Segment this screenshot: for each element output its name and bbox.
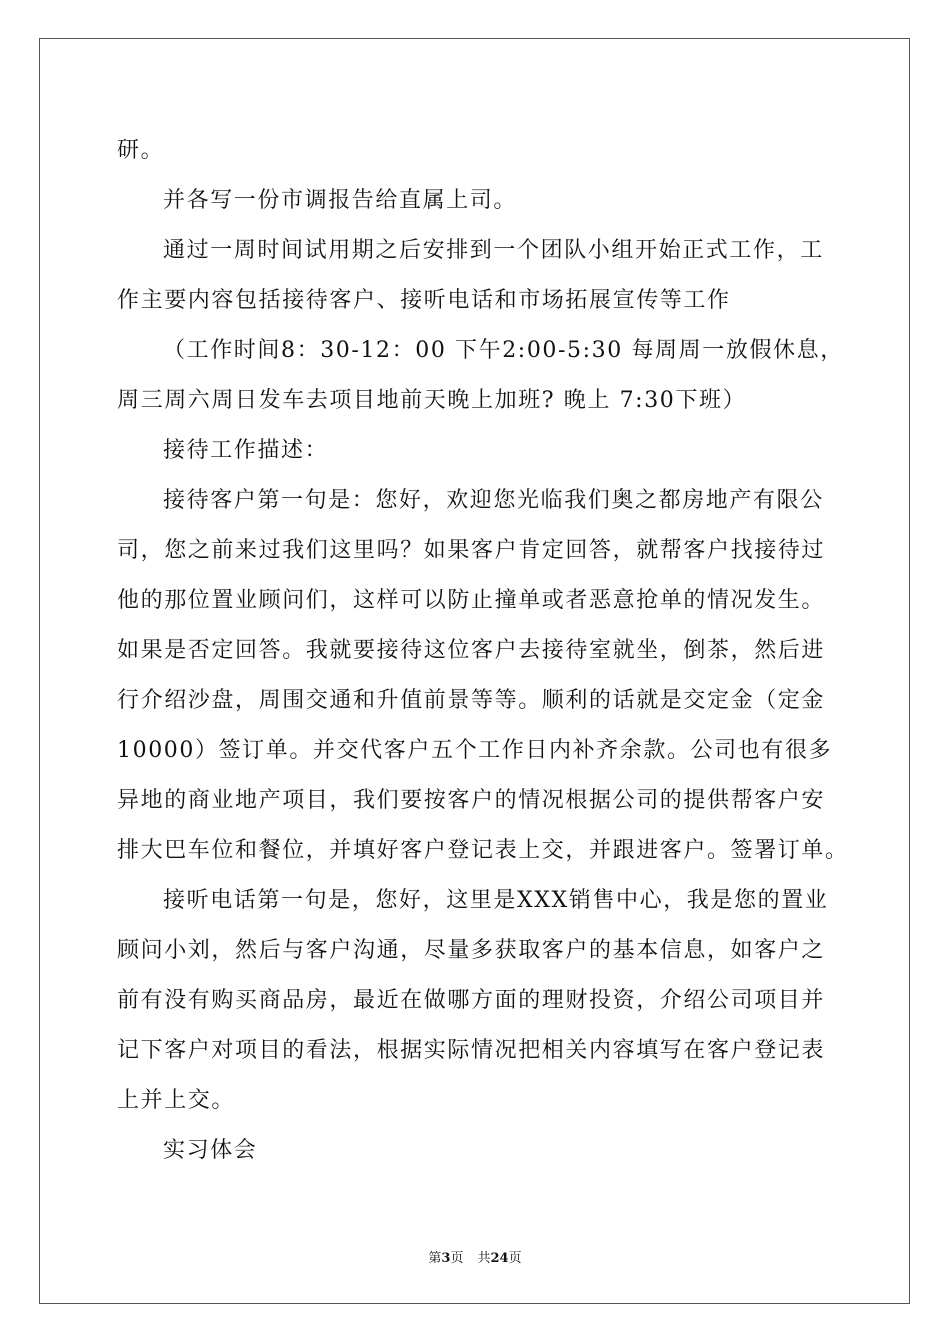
text-line: （工作时间8：30-12：00 下午2:00-5:30 每周周一放假休息， xyxy=(163,338,844,363)
text-line: 前有没有购买商品房，最近在做哪方面的理财投资，介绍公司项目并 xyxy=(117,988,826,1013)
text-line: 顾问小刘，然后与客户沟通，尽量多获取客户的基本信息，如客户之 xyxy=(117,938,826,963)
text-line: 接听电话第一句是，您好，这里是XXX销售中心，我是您的置业 xyxy=(163,888,829,913)
text-line: 10000）签订单。并交代客户五个工作日内补齐余款。公司也有很多 xyxy=(117,738,833,763)
page-prefix: 第 xyxy=(428,1251,442,1266)
text-line: 通过一周时间试用期之后安排到一个团队小组开始正式工作，工 xyxy=(163,238,824,263)
text-line: 行介绍沙盘，周围交通和升值前景等等。顺利的话就是交定金（定金 xyxy=(117,688,826,713)
text-line: 实习体会 xyxy=(163,1138,258,1163)
text-line: 研。 xyxy=(117,138,165,163)
total-unit: 页 xyxy=(508,1251,522,1266)
text-line: 记下客户对项目的看法，根据实际情况把相关内容填写在客户登记表 xyxy=(117,1038,826,1063)
text-line: 他的那位置业顾问们，这样可以防止撞单或者恶意抢单的情况发生。 xyxy=(117,588,826,613)
page-footer xyxy=(0,1250,950,1268)
text-line: 上并上交。 xyxy=(117,1088,236,1113)
text-line: 司，您之前来过我们这里吗？如果客户肯定回答，就帮客户找接待过 xyxy=(117,538,826,563)
text-line: 作主要内容包括接待客户、接听电话和市场拓展宣传等工作 xyxy=(117,288,731,313)
text-line: 异地的商业地产项目，我们要按客户的情况根据公司的提供帮客户安 xyxy=(117,788,826,813)
page-unit: 页 xyxy=(450,1251,464,1266)
text-line: 接待客户第一句是：您好，欢迎您光临我们奥之都房地产有限公 xyxy=(163,488,824,513)
total-prefix: 共 xyxy=(477,1251,491,1266)
current-page-number: 3 xyxy=(441,1251,451,1266)
text-line: 接待工作描述： xyxy=(163,438,329,463)
text-line: 排大巴车位和餐位，并填好客户登记表上交，并跟进客户。签署订单。 xyxy=(117,838,849,863)
text-line: 如果是否定回答。我就要接待这位客户去接待室就坐，倒茶，然后进 xyxy=(117,638,826,663)
total-pages-number: 24 xyxy=(490,1251,509,1266)
text-line: 并各写一份市调报告给直属上司。 xyxy=(163,188,518,213)
text-line: 周三周六周日发车去项目地前天晚上加班? 晚上 7:30下班） xyxy=(117,388,747,413)
